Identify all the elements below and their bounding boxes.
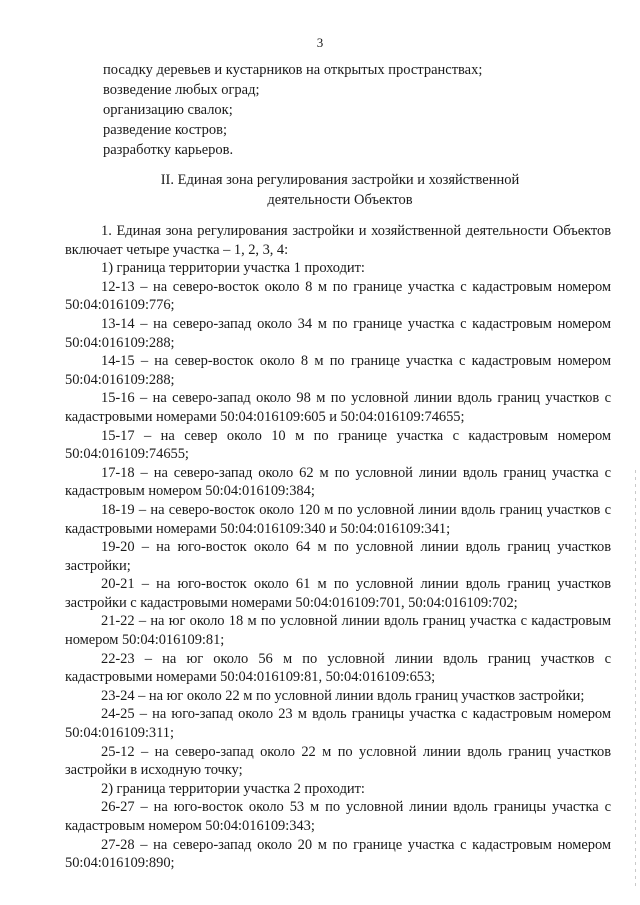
- intro-line: посадку деревьев и кустарников на открытых пространствах;: [103, 62, 483, 78]
- paragraph: 14-15 – на север-восток около 8 м по границе участка с кадастровым номером 50:04:016109:288;: [65, 353, 611, 388]
- paragraph: 15-17 – на север около 10 м по границе участка с кадастровым номером 50:04:016109:74655;: [65, 427, 611, 463]
- intro-line: разработку карьеров.: [103, 142, 234, 158]
- paragraph: 26-27 – на юго-восток около 53 м по условной линии вдоль границы участка с кадастровым номером 50:04:016109:343;: [65, 799, 611, 834]
- page-number: 3: [316, 35, 324, 50]
- paragraph: 25-12 – на северо-запад около 22 м по условной линии вдоль границ участков застройки в исходную точку;: [65, 743, 611, 779]
- paragraph: 2) граница территории участка 2 проходит:: [101, 780, 365, 797]
- scan-edge-artifact: [635, 470, 636, 890]
- paragraph: 15-16 – на северо-запад около 98 м по условной линии вдоль границ участков с кадастровыми номерами 50:04:016109:605 и 50:04:016109:74655;: [65, 390, 611, 425]
- paragraph: 13-14 – на северо-запад около 34 м по границе участка с кадастровым номером 50:04:016109:288;: [65, 315, 611, 351]
- intro-line: разведение костров;: [103, 122, 228, 138]
- paragraph: 27-28 – на северо-запад около 20 м по границе участка с кадастровым номером 50:04:016109:890;: [65, 836, 611, 872]
- section-heading: [60, 170, 620, 210]
- section-heading-line-1: II. Единая зона регулирования застройки и хозяйственной: [160, 172, 520, 188]
- paragraph: 19-20 – на юго-восток около 64 м по условной линии вдоль границ участков застройки;: [65, 539, 611, 574]
- paragraph: 22-23 – на юг около 56 м по условной линии вдоль границ участков с кадастровыми номерами 50:04:016109:81, 50:04:016109:653;: [65, 650, 611, 686]
- paragraph: 23-24 – на юг около 22 м по условной линии вдоль границ участков застройки;: [101, 687, 585, 704]
- paragraph: 17-18 – на северо-запад около 62 м по условной линии вдоль границ участка с кадастровым номером 50:04:016109:384;: [65, 464, 611, 500]
- intro-line: возведение любых оград;: [103, 82, 260, 98]
- paragraph: 21-22 – на юг около 18 м по условной линии вдоль границ участка с кадастровым номером 50:04:016109:81;: [65, 613, 611, 649]
- paragraph: 12-13 – на северо-восток около 8 м по границе участка с кадастровым номером 50:04:016109:776;: [65, 278, 611, 314]
- section-heading-line-2: деятельности Объектов: [267, 192, 413, 208]
- intro-list: [103, 60, 623, 160]
- paragraph: 18-19 – на северо-восток около 120 м по условной линии вдоль границ участков с кадастровыми номерами 50:04:016109:340 и 50:04:016109:341;: [65, 501, 611, 537]
- paragraph: 24-25 – на юго-запад около 23 м вдоль границы участка с кадастровым номером 50:04:016109:311;: [65, 706, 611, 742]
- paragraph: 1) граница территории участка 1 проходит:: [101, 260, 365, 277]
- paragraph: 20-21 – на юго-восток около 61 м по условной линии вдоль границ участков застройки с кадастровыми номерами 50:04:016109:701, 50:04:016109:702;: [65, 576, 611, 611]
- section-body: [65, 222, 611, 873]
- intro-line: организацию свалок;: [103, 102, 233, 118]
- paragraph: 1. Единая зона регулирования застройки и хозяйственной деятельности Объектов включает четыре участка – 1, 2, 3, 4:: [65, 223, 611, 258]
